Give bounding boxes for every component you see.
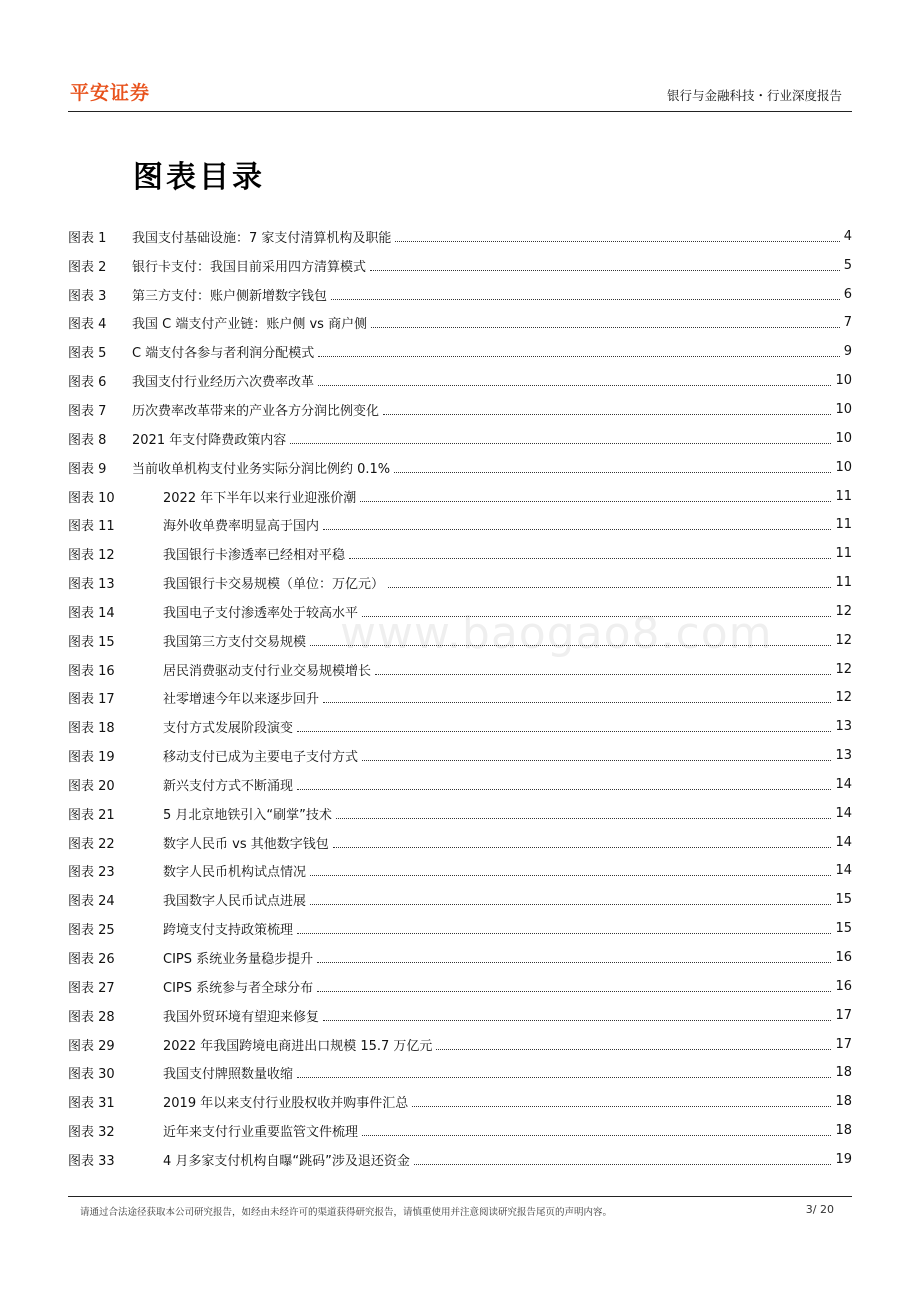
toc-entry[interactable] [68,972,852,1001]
entry-label: 图表 18 [68,721,115,737]
entry-label: 图表 32 [68,1125,115,1141]
entry-label: 图表 12 [68,548,115,564]
entry-label: 图表 27 [68,980,115,996]
dot-leader [323,692,831,703]
toc-entry[interactable] [68,482,852,511]
entry-page: 14 [835,805,852,821]
entry-title: 2022 年下半年以来行业迎涨价潮 [163,490,357,506]
toc-entry[interactable] [68,510,852,539]
page-number: 3/ 20 [805,1203,834,1216]
entry-page: 17 [835,1036,852,1052]
entry-label: 图表 1 [68,230,107,246]
dot-leader [297,721,831,732]
entry-title: 我国支付牌照数量收缩 [163,1067,294,1083]
entry-label: 图表 26 [68,952,115,968]
dot-leader [297,1067,831,1078]
entry-label: 图表 23 [68,865,115,881]
toc-entry[interactable] [68,222,852,251]
dot-leader [362,606,831,617]
entry-title: CIPS 系统参与者全球分布 [163,980,314,996]
entry-page: 11 [835,517,852,533]
toc-entry[interactable] [68,568,852,597]
entry-label: 图表 15 [68,634,115,650]
entry-label: 图表 25 [68,923,115,939]
dot-leader [318,346,840,357]
entry-title: 我国电子支付渗透率处于较高水平 [163,605,359,621]
company-logo: 平安证券 [70,82,151,104]
toc-entry[interactable] [68,712,852,741]
entry-title: 我国银行卡渗透率已经相对平稳 [163,548,346,564]
entry-page: 4 [843,228,852,244]
dot-leader [412,1096,831,1107]
dot-leader [362,1125,831,1136]
entry-title: 2022 年我国跨境电商进出口规模 15.7 万亿元 [163,1038,433,1054]
entry-page: 10 [835,459,852,475]
toc-entry[interactable] [68,770,852,799]
entry-page: 14 [835,834,852,850]
entry-label: 图表 5 [68,346,107,362]
header-divider [68,111,852,112]
toc-entry[interactable] [68,280,852,309]
toc-entry[interactable] [68,251,852,280]
entry-label: 图表 3 [68,288,107,304]
entry-label: 图表 33 [68,1153,115,1169]
entry-title: 移动支付已成为主要电子支付方式 [163,750,359,766]
toc-entry[interactable] [68,857,852,886]
entry-title: 历次费率改革带来的产业各方分润比例变化 [132,403,380,419]
entry-page: 9 [843,344,852,360]
dot-leader [310,635,831,646]
entry-label: 图表 6 [68,375,107,391]
toc-entry[interactable] [68,424,852,453]
entry-title: 数字人民币 vs 其他数字钱包 [163,836,329,852]
entry-label: 图表 30 [68,1067,115,1083]
entry-page: 7 [843,315,852,331]
entry-title: 当前收单机构支付业务实际分润比例约 0.1% [132,461,391,477]
dot-leader [336,808,832,819]
entry-page: 5 [843,257,852,273]
toc-entry[interactable] [68,914,852,943]
entry-page: 10 [835,373,852,389]
entry-title: 我国 C 端支付产业链：账户侧 vs 商户侧 [132,317,368,333]
toc-entry[interactable] [68,1058,852,1087]
entry-page: 11 [835,546,852,562]
entry-title: 海外收单费率明显高于国内 [163,519,320,535]
toc-entry[interactable] [68,597,852,626]
toc-entry[interactable] [68,1116,852,1145]
toc-entry[interactable] [68,1145,852,1174]
entry-page: 12 [835,603,852,619]
dot-leader [371,317,840,328]
entry-page: 15 [835,921,852,937]
dot-leader [349,548,831,559]
dot-leader [331,289,840,300]
entry-title: 数字人民币机构试点情况 [163,865,307,881]
entry-label: 图表 8 [68,432,107,448]
entry-title: 2021 年支付降费政策内容 [132,432,287,448]
entry-page: 19 [835,1151,852,1167]
entry-label: 图表 14 [68,605,115,621]
entry-page: 10 [835,401,852,417]
dot-leader [333,837,832,848]
entry-title: 近年来支付行业重要监管文件梳理 [163,1125,359,1141]
entry-title: C 端支付各参与者利润分配模式 [132,346,315,362]
dot-leader [388,577,831,588]
dot-leader [317,981,831,992]
footer-divider [68,1196,852,1197]
report-type: 银行与金融科技・行业深度报告 [666,88,842,103]
footer-disclaimer: 请通过合法途径获取本公司研究报告，如经由未经许可的渠道获得研究报告，请慎重使用并注意阅读研究报告尾页的声明内容。 [80,1207,613,1218]
dot-leader [395,231,839,242]
entry-page: 14 [835,776,852,792]
entry-page: 13 [835,719,852,735]
toc-entry[interactable] [68,799,852,828]
entry-label: 图表 11 [68,519,115,535]
entry-title: 支付方式发展阶段演变 [163,721,294,737]
entry-title: CIPS 系统业务量稳步提升 [163,952,314,968]
dot-leader [383,404,831,415]
entry-page: 14 [835,863,852,879]
entry-label: 图表 4 [68,317,107,333]
dot-leader [323,1010,831,1021]
entry-page: 12 [835,690,852,706]
entry-title: 我国外贸环境有望迎来修复 [163,1009,320,1025]
entry-label: 图表 7 [68,403,107,419]
entry-label: 图表 28 [68,1009,115,1025]
entry-page: 6 [843,286,852,302]
toc-entry[interactable] [68,1030,852,1059]
entry-page: 11 [835,575,852,591]
toc-entry[interactable] [68,741,852,770]
dot-leader [436,1039,831,1050]
entry-page: 16 [835,978,852,994]
entry-title: 银行卡支付：我国目前采用四方清算模式 [132,259,367,275]
toc-entry[interactable] [68,828,852,857]
entry-label: 图表 22 [68,836,115,852]
watermark: www.baogao8.com [340,608,773,659]
entry-label: 图表 19 [68,750,115,766]
entry-page: 18 [835,1123,852,1139]
dot-leader [362,750,831,761]
entry-page: 12 [835,661,852,677]
dot-leader [394,462,831,473]
dot-leader [297,923,831,934]
toc-entry[interactable] [68,539,852,568]
entry-title: 我国银行卡交易规模（单位：万亿元） [163,577,385,593]
entry-title: 我国支付基础设施：7 家支付清算机构及职能 [132,230,392,246]
toc-entry[interactable] [68,337,852,366]
toc-entry[interactable] [68,626,852,655]
entry-title: 4 月多家支付机构自曝“跳码”涉及退还资金 [163,1153,410,1169]
toc-entry[interactable] [68,1001,852,1030]
dot-leader [317,952,831,963]
toc-entry[interactable] [68,684,852,713]
dot-leader [323,519,831,530]
dot-leader [310,865,831,876]
toc-entry[interactable] [68,1087,852,1116]
dot-leader [310,894,831,905]
entry-title: 跨境支付支持政策梳理 [163,923,294,939]
dot-leader [290,433,831,444]
dot-leader [414,1154,832,1165]
figure-list [68,222,852,1174]
entry-label: 图表 9 [68,461,107,477]
entry-label: 图表 2 [68,259,107,275]
page-title: 图表目录 [133,160,265,195]
toc-entry[interactable] [68,453,852,482]
entry-page: 17 [835,1007,852,1023]
entry-title: 5 月北京地铁引入“刷掌”技术 [163,807,332,823]
entry-page: 15 [835,892,852,908]
entry-label: 图表 16 [68,663,115,679]
entry-title: 社零增速今年以来逐步回升 [163,692,320,708]
entry-label: 图表 20 [68,778,115,794]
entry-title: 2019 年以来支付行业股权收并购事件汇总 [163,1096,409,1112]
entry-page: 18 [835,1094,852,1110]
dot-leader [370,260,840,271]
dot-leader [297,779,831,790]
entry-page: 12 [835,632,852,648]
entry-page: 16 [835,950,852,966]
toc-entry[interactable] [68,395,852,424]
dot-leader [318,375,831,386]
entry-label: 图表 13 [68,577,115,593]
entry-label: 图表 17 [68,692,115,708]
entry-title: 我国支付行业经历六次费率改革 [132,375,315,391]
toc-entry[interactable] [68,309,852,338]
toc-entry[interactable] [68,366,852,395]
toc-entry[interactable] [68,885,852,914]
entry-label: 图表 10 [68,490,115,506]
entry-page: 18 [835,1065,852,1081]
entry-label: 图表 21 [68,807,115,823]
entry-title: 居民消费驱动支付行业交易规模增长 [163,663,372,679]
toc-entry[interactable] [68,943,852,972]
entry-page: 13 [835,748,852,764]
entry-label: 图表 24 [68,894,115,910]
entry-label: 图表 31 [68,1096,115,1112]
entry-title: 第三方支付：账户侧新增数字钱包 [132,288,328,304]
entry-page: 11 [835,488,852,504]
entry-title: 新兴支付方式不断涌现 [163,778,294,794]
entry-title: 我国数字人民币试点进展 [163,894,307,910]
entry-label: 图表 29 [68,1038,115,1054]
entry-title: 我国第三方支付交易规模 [163,634,307,650]
dot-leader [375,664,831,675]
toc-entry[interactable] [68,655,852,684]
dot-leader [360,491,831,502]
entry-page: 10 [835,430,852,446]
